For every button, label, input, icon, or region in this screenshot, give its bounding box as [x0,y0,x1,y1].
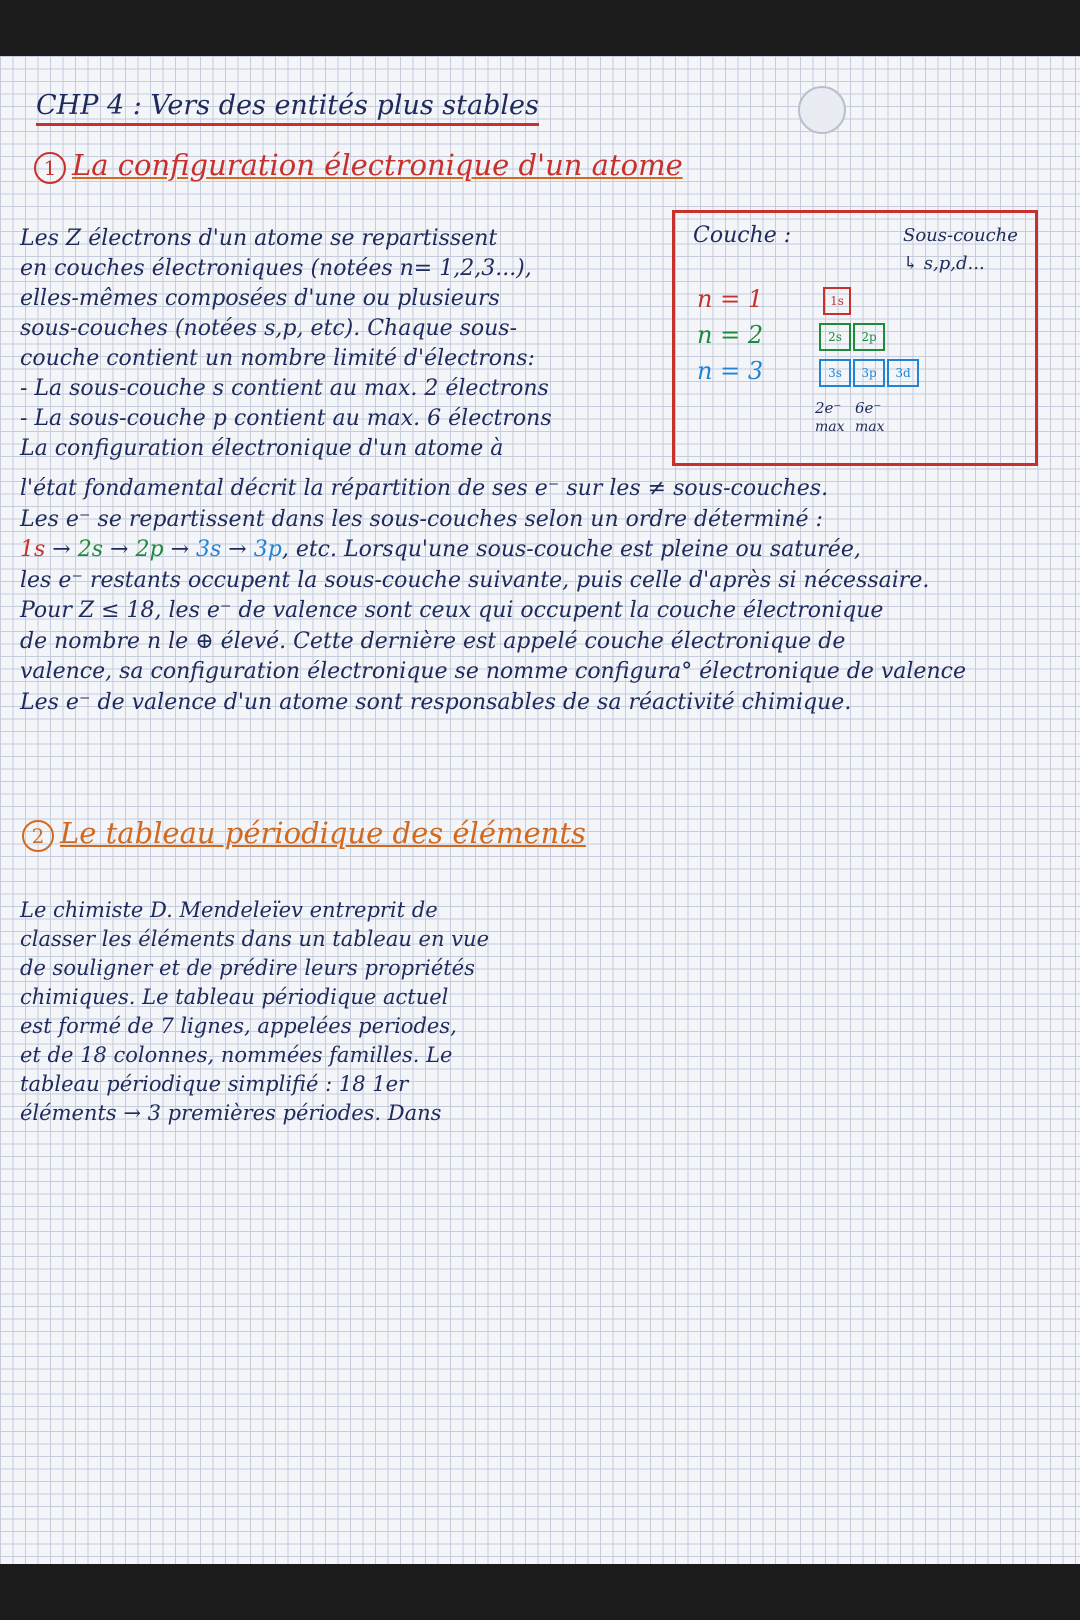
max-label: max [855,419,885,435]
subshell-3s: 3s [819,359,851,387]
section-2-heading [22,816,586,852]
text-line: en couches électroniques (notées n= 1,2,3...), [20,256,532,281]
couche-label: Couche : [693,223,792,248]
section-1-number: 1 [34,152,66,184]
text-line: et de 18 colonnes, nommées familles. Le [20,1043,453,1067]
section-1-body [20,474,1060,718]
text-line: couche contient un nombre limité d'électrons: [20,346,535,371]
text-line: valence, sa configuration électronique se nomme configura° électronique de valence [20,659,966,684]
page-title: CHP 4 : Vers des entités plus stables [36,90,539,126]
text-line: éléments → 3 premières périodes. Dans [20,1101,442,1125]
max-s-electrons: 2e⁻ [815,399,842,417]
text-line: Les Z électrons d'un atome se repartissent [20,226,498,251]
text-line: de souligner et de prédire leurs propriétés [20,956,475,980]
shell-n3-label: n = 3 [697,357,764,385]
text-line: est formé de 7 lignes, appelées periodes, [20,1014,457,1038]
shell-n2-label: n = 2 [697,321,764,349]
text-line: tableau périodique simplifié : 18 1er [20,1072,409,1096]
text-line: Le chimiste D. Mendeleïev entreprit de [20,898,438,922]
subshell-2s: 2s [819,323,851,351]
text-line: de nombre n le ⊕ élevé. Cette dernière est appelé couche électronique de [20,628,846,654]
section-2-number: 2 [22,820,54,852]
text-line: classer les éléments dans un tableau en vue [20,927,489,951]
text-line: l'état fondamental décrit la répartition de ses e⁻ sur les ≠ sous-couches. [20,476,829,501]
text-line: Les e⁻ se repartissent dans les sous-couches selon un ordre déterminé : [20,506,823,532]
notebook-page [0,56,1080,1564]
subshell-2p: 2p [853,323,885,351]
section-1-title: La configuration électronique d'un atome [72,148,683,182]
text-line: chimiques. Le tableau périodique actuel [20,985,449,1009]
binder-hole [798,86,846,134]
section-1-heading [34,148,683,184]
shell-subshell-diagram [672,210,1038,466]
max-p-electrons: 6e⁻ [855,399,882,417]
filling-order-line: 1s → 2s → 2p → 3s → 3p, etc. Lorsqu'une sous-couche est pleine ou saturée, [20,537,861,562]
text-line: - La sous-couche s contient au max. 2 électrons [20,376,549,401]
text-line: sous-couches (notées s,p, etc). Chaque sous- [20,316,518,341]
text-line: Pour Z ≤ 18, les e⁻ de valence sont ceux qui occupent la couche électronique [20,598,884,623]
souscouche-types: ↳ s,p,d... [903,253,985,274]
text-line: elles-mêmes composées d'une ou plusieurs [20,286,500,311]
max-label: max [815,419,845,435]
souscouche-label: Sous-couche [903,225,1018,246]
subshell-1s: 1s [823,287,851,315]
text-line: La configuration électronique d'un atome à [20,436,504,461]
section-1-intro [20,224,650,464]
subshell-3p: 3p [853,359,885,387]
text-line: Les e⁻ de valence d'un atome sont responsables de sa réactivité chimique. [20,689,852,715]
shell-n1-label: n = 1 [697,285,764,313]
text-line: les e⁻ restants occupent la sous-couche suivante, puis celle d'après si nécessaire. [20,567,930,593]
subshell-3d: 3d [887,359,919,387]
text-line: - La sous-couche p contient au max. 6 électrons [20,406,552,431]
section-2-title: Le tableau périodique des éléments [60,816,586,850]
section-2-intro [20,896,500,1128]
